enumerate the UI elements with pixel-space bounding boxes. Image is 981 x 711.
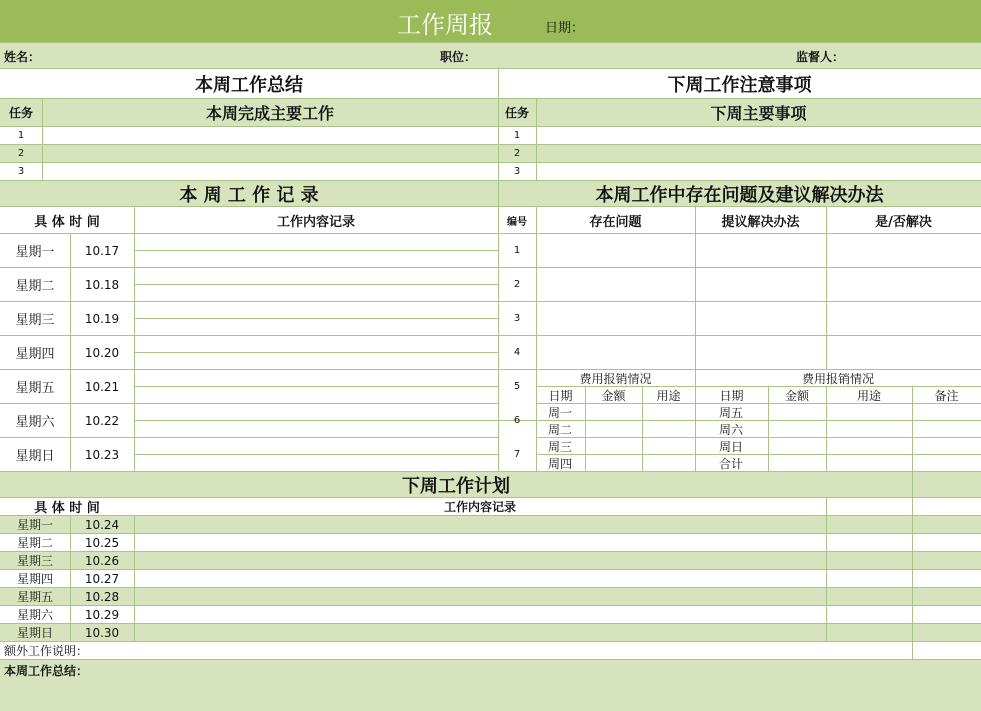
completed-work-header: 本周完成主要工作 <box>205 104 334 123</box>
issue-number: 5 <box>513 381 521 392</box>
expense-title-left: 费用报销情况 <box>579 371 652 386</box>
supervisor-label: 监督人： <box>796 49 845 64</box>
plan-date: 10.28 <box>84 589 120 604</box>
plan-time-header: 具 体 时 间 <box>34 501 100 515</box>
summary-row-band <box>0 144 981 162</box>
expense-day: 周四 <box>548 456 573 471</box>
issue-number: 3 <box>513 313 521 324</box>
plan-day: 星期四 <box>16 572 53 586</box>
this-week-summary-title: 本周工作总结 <box>195 74 303 96</box>
next-week-notes-title: 下周工作注意事项 <box>667 74 812 96</box>
plan-date: 10.30 <box>84 625 120 640</box>
expense-day: 周二 <box>548 422 573 437</box>
expense-date-header: 日期 <box>548 388 573 403</box>
report-title: 工作周报 <box>397 10 493 39</box>
record-date: 10.20 <box>84 345 120 360</box>
record-day: 星期一 <box>15 245 55 260</box>
record-day: 星期五 <box>15 381 55 396</box>
task-label-left: 任务 <box>8 106 33 120</box>
plan-date: 10.25 <box>84 535 120 550</box>
record-day: 星期二 <box>15 279 55 294</box>
plan-date: 10.26 <box>84 553 120 568</box>
issue-number-header: 编号 <box>507 216 527 228</box>
expense-amount-header: 金额 <box>784 388 809 403</box>
record-day: 星期日 <box>15 449 55 464</box>
record-date: 10.18 <box>84 277 120 292</box>
task-number: 3 <box>17 166 25 177</box>
plan-day: 星期三 <box>16 554 53 568</box>
record-date: 10.21 <box>84 379 120 394</box>
task-label-right: 任务 <box>504 106 529 120</box>
expense-remark-header: 备注 <box>934 388 959 403</box>
week-summary-label: 本周工作总结： <box>4 663 89 678</box>
record-day: 星期六 <box>15 415 55 430</box>
work-record-title: 本 周 工 作 记 录 <box>179 184 319 206</box>
position-label: 职位： <box>440 49 477 64</box>
plan-band-3 <box>0 587 981 605</box>
expense-day: 周三 <box>548 439 573 454</box>
record-date: 10.23 <box>84 447 120 462</box>
plan-band-2 <box>0 551 981 569</box>
record-date: 10.22 <box>84 413 120 428</box>
task-number: 1 <box>513 130 521 141</box>
plan-day: 星期一 <box>16 518 53 532</box>
plan-day: 星期日 <box>16 626 53 640</box>
issues-title: 本周工作中存在问题及建议解决办法 <box>595 184 884 206</box>
expense-day: 周日 <box>719 439 744 454</box>
expense-date-header: 日期 <box>719 388 744 403</box>
next-week-items-header: 下周主要事项 <box>710 104 807 123</box>
issue-number: 2 <box>513 279 521 290</box>
plan-date: 10.24 <box>84 517 120 532</box>
expense-amount-header: 金额 <box>601 388 626 403</box>
expense-title-right: 费用报销情况 <box>801 371 874 386</box>
date-label: 日期： <box>545 20 585 36</box>
issue-header: 存在问题 <box>589 214 642 230</box>
record-day: 星期三 <box>15 313 55 328</box>
plan-band-1 <box>0 515 981 533</box>
issue-number: 6 <box>513 415 521 426</box>
expense-day: 周六 <box>719 422 744 437</box>
expense-purpose-header: 用途 <box>856 388 881 403</box>
task-number: 1 <box>17 130 25 141</box>
plan-date: 10.27 <box>84 571 120 586</box>
issue-number: 1 <box>513 245 521 256</box>
expense-purpose-header: 用途 <box>656 388 681 403</box>
plan-date: 10.29 <box>84 607 120 622</box>
plan-content-header: 工作内容记录 <box>443 500 516 514</box>
next-week-plan-title: 下周工作计划 <box>402 475 510 497</box>
record-date: 10.17 <box>84 243 120 258</box>
record-time-header: 具 体 时 间 <box>34 214 100 230</box>
record-content-header: 工作内容记录 <box>276 214 355 230</box>
record-date: 10.19 <box>84 311 120 326</box>
issue-number: 4 <box>513 347 521 358</box>
task-number: 2 <box>513 148 521 159</box>
plan-day: 星期六 <box>16 608 53 622</box>
issue-number: 7 <box>513 449 521 460</box>
expense-day: 周五 <box>719 405 744 420</box>
plan-band-4 <box>0 623 981 641</box>
expense-day: 合计 <box>719 456 744 471</box>
task-number: 2 <box>17 148 25 159</box>
extra-work-label: 额外工作说明： <box>4 644 89 658</box>
record-day: 星期四 <box>15 347 55 362</box>
plan-day: 星期五 <box>16 590 53 604</box>
resolved-header: 是/否解决 <box>875 214 932 230</box>
expense-day: 周一 <box>548 405 573 420</box>
task-number: 3 <box>513 166 521 177</box>
name-label: 姓名： <box>4 49 41 64</box>
solution-header: 提议解决办法 <box>721 214 800 230</box>
plan-day: 星期二 <box>16 536 53 550</box>
